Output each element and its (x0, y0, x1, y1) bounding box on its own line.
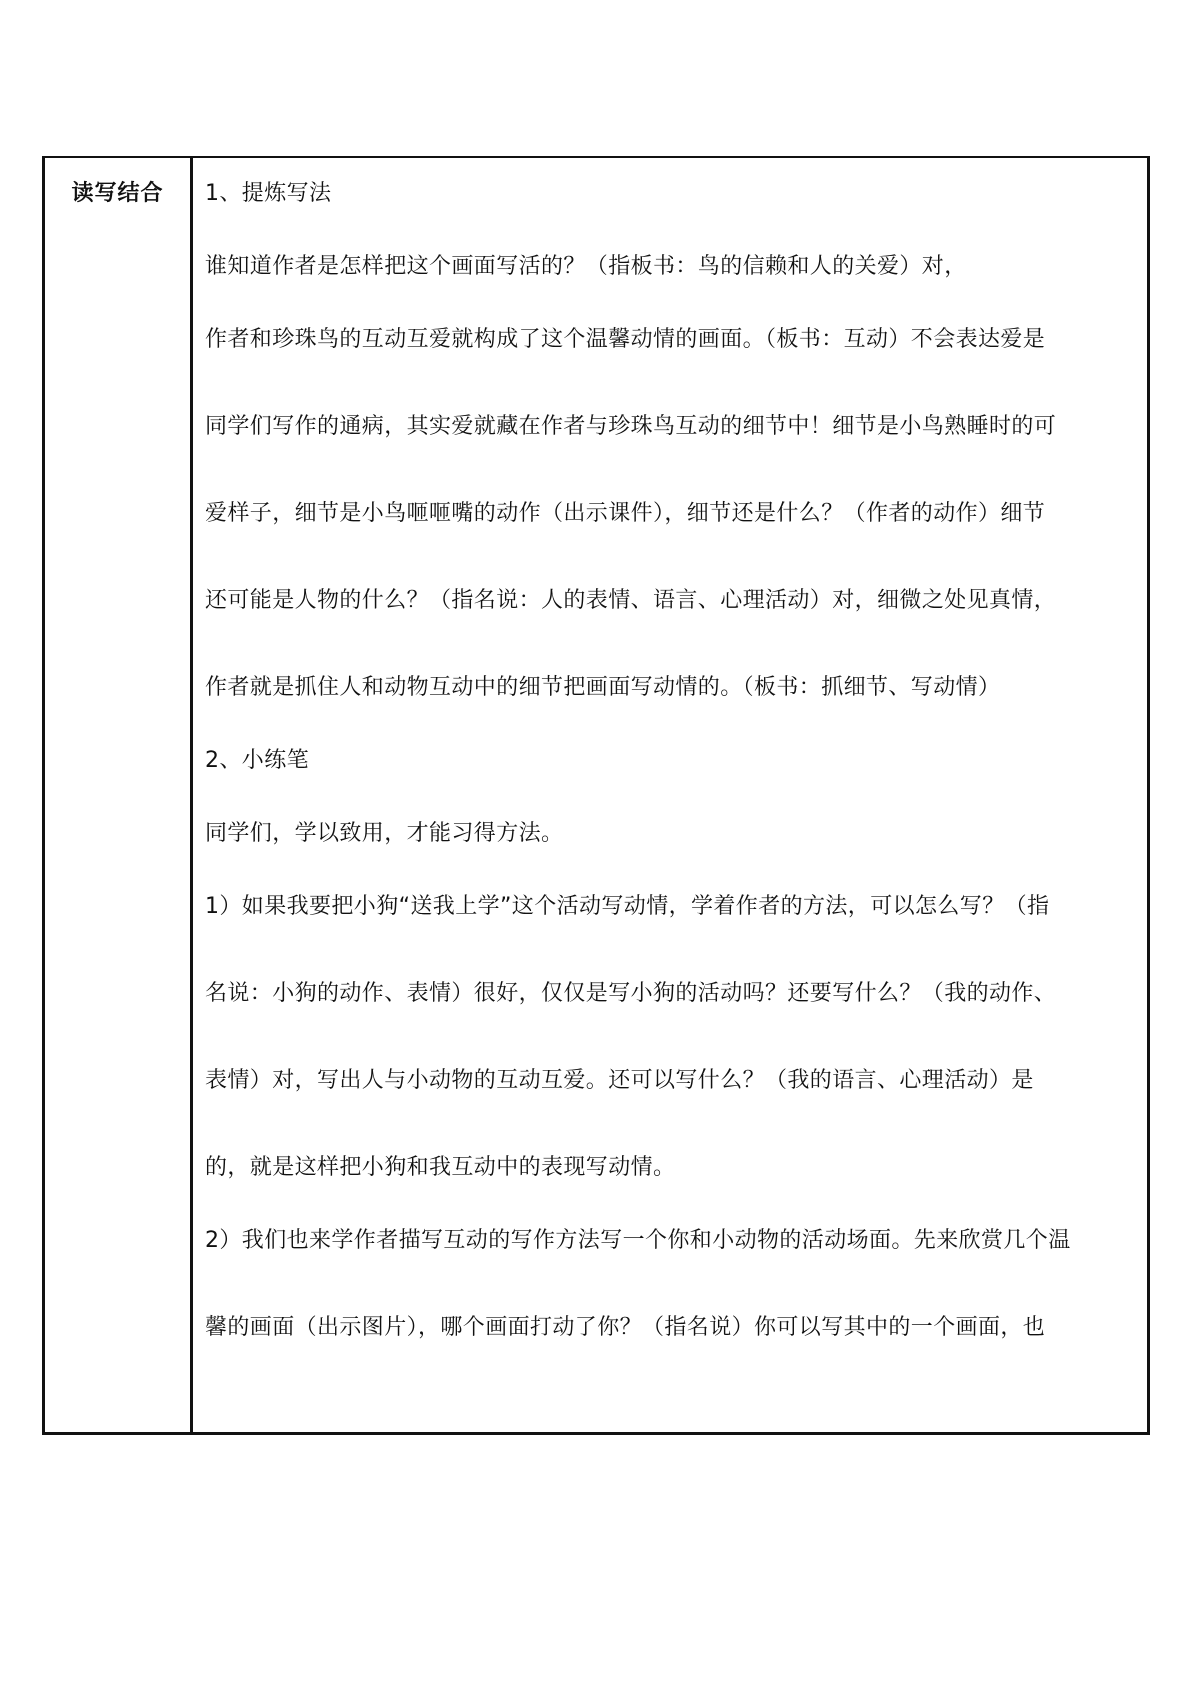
column-divider (190, 158, 193, 1432)
text-line: 2）我们也来学作者描写互动的写作方法写一个你和小动物的活动场面。先来欣赏几个温 (205, 1228, 1071, 1253)
text-line: 1、提炼写法 (205, 181, 332, 206)
text-line: 表情）对，写出人与小动物的互动互爱。还可以写什么？（我的语言、心理活动）是 (205, 1068, 1034, 1093)
section-header-cell: 读写结合 (71, 181, 164, 206)
text-line: 馨的画面（出示图片），哪个画面打动了你？（指名说）你可以写其中的一个画面，也 (205, 1315, 1046, 1340)
text-line: 谁知道作者是怎样把这个画面写活的？（指板书：鸟的信赖和人的关爱）对， (205, 254, 967, 279)
lesson-table (42, 156, 1150, 1435)
text-line: 爱样子，细节是小鸟咂咂嘴的动作（出示课件），细节还是什么？（作者的动作）细节 (205, 501, 1046, 526)
text-line: 1）如果我要把小狗“送我上学”这个活动写动情，学着作者的方法，可以怎么写？（指 (205, 894, 1050, 919)
text-line: 同学们写作的通病，其实爱就藏在作者与珍珠鸟互动的细节中！细节是小鸟熟睡时的可 (205, 414, 1057, 439)
text-line: 作者和珍珠鸟的互动互爱就构成了这个温馨动情的画面。（板书：互动）不会表达爱是 (205, 327, 1046, 352)
text-line: 的，就是这样把小狗和我互动中的表现写动情。 (205, 1155, 676, 1180)
text-line: 名说：小狗的动作、表情）很好，仅仅是写小狗的活动吗？还要写什么？（我的动作、 (205, 981, 1057, 1006)
text-line: 2、小练笔 (205, 748, 309, 773)
text-line: 作者就是抓住人和动物互动中的细节把画面写动情的。（板书：抓细节、写动情） (205, 675, 1001, 700)
text-line: 同学们，学以致用，才能习得方法。 (205, 821, 564, 846)
text-line: 还可能是人物的什么？（指名说：人的表情、语言、心理活动）对，细微之处见真情， (205, 588, 1057, 613)
